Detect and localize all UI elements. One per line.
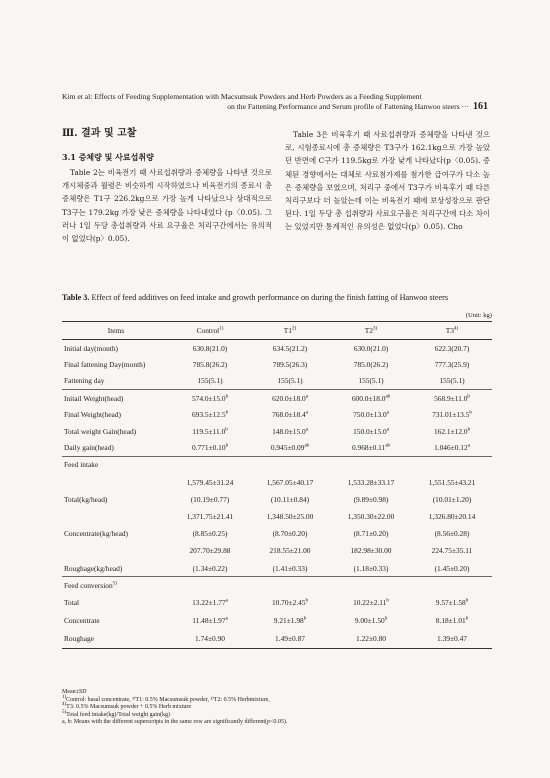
table-cell: 182.98±30.00 [350,546,392,556]
column-header [330,322,412,340]
table-cell: (1.34±0.22) [192,563,228,573]
column-header-text: T3 [445,326,455,335]
row-label: Fattening day [64,376,105,386]
table-label: Table 3. [62,293,90,302]
significance-superscript: ab [385,443,391,449]
column-header-footnote-mark: 3) [373,326,378,332]
table-row [62,560,492,577]
row-label: Initial day(month) [64,343,118,353]
row-label: Roughage [62,630,170,649]
running-head-line2 [62,102,488,112]
table-cell: 1,350.30±22.00 [347,512,395,522]
table-cell: 162.1±12.0$^b$ [433,426,471,436]
table-cell [412,577,492,594]
row-label [62,542,170,560]
significance-superscript: b [386,598,389,604]
column-header-text: T2 [364,326,374,335]
row-label-footnote-mark: 5) [112,581,117,587]
table-row [62,407,492,423]
table-cell: 13.22±1.77$^a$ [192,598,228,608]
footnote-mark: 5) [62,709,67,715]
table-cell: (1.45±0.20) [434,563,470,573]
table-row [62,340,492,357]
table-row [62,456,492,473]
table-cell [250,577,330,594]
row-label: Concentrate(kg/head) [64,529,129,539]
significance-superscript: b [225,410,229,416]
table-cell: 1.39±0.47 [412,630,492,649]
significance-superscript: b [303,616,307,622]
table-cell: (9.89±0.98) [353,494,389,504]
table-cell: 777.3(25.9) [434,360,470,370]
row-label: Concentrate [64,616,100,626]
section-title: Ⅲ. 결과 및 고찰 [62,128,137,139]
significance-superscript: ab [304,443,310,449]
table-cell: 1,348.50±25.00 [266,512,314,522]
table-cell: 155(5.1) [197,376,223,386]
table-cell: (1.18±0.33) [353,563,389,573]
footnote-mark: 4) [62,702,67,708]
significance-superscript: ab [385,394,391,400]
footnote: $^{5)}$Total feed intake(kg)/Total weight gain(kg) [62,709,170,718]
table-cell: 1,551.55±43.21 [428,477,476,487]
significance-superscript: b [225,427,228,433]
page-number: 161 [473,101,488,112]
data-table [62,321,492,649]
table-cell [330,577,412,594]
table-row [62,439,492,456]
table-cell: 568.9±11.0$^b$ [412,390,492,407]
row-label: Feed intake [62,456,170,473]
table-cell: 218.55±21.00 [269,546,311,556]
significance-superscript: a [305,394,308,400]
column-header [62,322,170,340]
table-cell: 1.22±0.80 [330,630,412,649]
table-cell: 207.70±29.88 [189,546,231,556]
table-cell: 789.5(26.3) [272,360,308,370]
significance-superscript: a [225,616,228,622]
table-cell [170,456,250,473]
left-paragraph: Table 2는 비육전기 때 사료섭취량과 증체량을 나타낸 것으로 개시체중과 월령은 비슷하게 시작하였으나 비육전기의 종료시 총 증체량은 T1구 226.2kg으로 가장 높게 나타났으나 상대적으로 T3구는 179.2kg 가장 낮은 증체량을 나타내었다 (p〈0.05). 그러나 1일 두당 총섭취량과 사료 요구율은 처리구간에서는 유의적이 없었다(p〉0.05). [62,168,272,244]
table-cell: (8.85±0.25) [192,529,228,539]
running-head-line1: Kim et al: Effects of Feeding Supplementation with Macsumsuk Powders and Herb Powders as a Feeding Supplement [62,92,422,101]
significance-superscript: b [384,616,388,622]
table-cell: (10.01±1.20) [432,494,472,504]
table-cell: 630.8(21.0) [192,343,228,353]
subsection-title: 3.1 증체량 및 사료섭취량 [62,152,154,162]
table-row [62,473,492,491]
table-cell: 1.046±0.12$^a$ [434,443,470,453]
footnote-mark: 1) [62,694,67,700]
table-cell: 9.57±1.58$^b$ [435,598,469,608]
table-cell: 155(5.1) [277,376,303,386]
table-row [62,373,492,390]
significance-superscript: a [305,410,308,416]
table-cell: (8.56±0.28) [434,529,470,539]
table-cell: 0.771±0.10$^b$ [191,443,229,453]
table-cell: 622.3(20.7) [434,343,470,353]
significance-superscript: b [305,598,309,604]
significance-superscript: a [305,427,308,433]
table-row [62,577,492,594]
table-caption-text: Effect of feed additives on feed intake and growth performance on during the finish fatting of Hanwoo steers [91,293,449,302]
row-label: Roughage(kg/head) [64,563,123,573]
table-cell: 1,533.28±33.17 [347,477,395,487]
significance-superscript: a [386,427,389,433]
row-label: Total weight Gain(head) [64,426,137,436]
table-cell: 785.8(26.2) [192,360,228,370]
row-label: Feed conversion$^{5)}$ [62,577,170,594]
table-cell: 731.01±13.5$^b$ [432,410,472,420]
table-row [62,612,492,630]
footnote: $^{4)}$T3: 0.5% Macsumsuk powder + 0.5% Herb mixture [62,702,192,711]
table-cell [170,577,250,594]
significance-superscript: b [465,616,469,622]
table-row [62,508,492,526]
table-cell: 155(5.1) [358,376,384,386]
table-row [62,423,492,439]
table-cell: 119.5±11.0$^b$ [192,426,228,436]
significance-superscript: a [386,410,389,416]
footnote: a, b: Means with the different superscripts in the same row are significantly different(p<0.05). [62,719,288,726]
table-cell: 750.0±13.0$^a$ [353,410,389,420]
table-body [62,340,492,649]
table-cell: 600.0±18.0$^{ab}$ [330,390,412,407]
significance-superscript: b [465,598,469,604]
row-label: Final Weight(head) [64,410,121,420]
significance-superscript: b [469,410,472,416]
table-cell: 1,579.45±31.24 [186,477,234,487]
row-label [62,473,170,491]
table-cell: 148.0±15.0$^a$ [272,426,308,436]
table-cell: 8.18±1.01$^b$ [435,616,469,626]
row-label: Daily gain(head) [64,443,114,453]
table-cell: 1.74±0.90 [170,630,250,649]
table-cell: 1,371.75±21.41 [186,512,234,522]
table-cell: 785.0(26.2) [353,360,389,370]
table-row [62,542,492,560]
table-cell: (8.70±0.20) [272,529,308,539]
column-header [170,322,250,340]
significance-superscript: b [225,443,229,449]
column-header [250,322,330,340]
table-cell: 10.22±2.11$^b$ [353,598,389,608]
table-row [62,630,492,649]
table-cell: 9.00±1.50$^b$ [354,616,388,626]
column-header-text: Items [107,326,125,335]
column-header [412,322,492,340]
left-column [62,128,272,245]
running-head-title: on the Fattening Performance and Serum profile of Fattening Hanwoo steers ··· [227,102,470,111]
table-cell: 634.5(21.2) [272,343,308,353]
significance-superscript: a [225,598,228,604]
table-cell: 768.0±18.4$^a$ [272,410,308,420]
table-cell: 224.75±35.11 [431,546,473,556]
column-header-footnote-mark: 2) [292,326,297,332]
table-cell: (10.11±0.84) [270,494,310,504]
table-cell [412,456,492,473]
table-footnotes [62,689,492,727]
table-cell: 9.21±1.98$^b$ [273,616,307,626]
row-label: Total [64,598,80,608]
table-unit: (Unit: kg) [465,312,492,319]
right-paragraph: Table 3은 비육후기 때 사료섭취량과 증체량을 나타낸 것으로, 시험종료시에 총 증체량은 T3구가 162.1kg으로 가장 높았던 반면에 C구가 119.5kg로 가장 낮게 나타났다(p〈0.05). 증체된 경향에서는 대체로 사료첨가제를 첨가한 급여구가 다소 높은 증체량을 보였으며, 처리구 중에서 T3구가 비육후기 때 다른 처리구보다 더 높았는데 이는 비육전기 때에 보상성장으로 판단된다. 1일 두당 총 섭취량과 사료요구율은 처리구간에 다소 차이는 있었지만 통계적인 유의성은 없었다(p〉0.05). Cho [285,130,490,232]
significance-superscript: b [225,394,229,400]
table-cell: 630.0(21.0) [353,343,389,353]
table-cell: 574.0±15.0$^b$ [170,390,250,407]
row-label: Initail Weight(head) [62,390,170,407]
table-header-row [62,322,492,340]
table-cell: 1,326.80±20.14 [428,512,476,522]
running-head [62,92,488,112]
table-cell: 10.70±2.45$^b$ [271,598,309,608]
table-caption [62,292,492,303]
column-header-text: Control [196,326,220,335]
table-cell: (1.41±0.33) [272,563,308,573]
significance-superscript: a [467,443,470,449]
significance-superscript: b [467,394,470,400]
table-cell: 620.0±18.0$^a$ [250,390,330,407]
footnote: Mean±SD [62,689,87,695]
table-cell: 11.48±1.97$^a$ [192,616,228,626]
table-cell: (8.71±0.20) [353,529,389,539]
table-row [62,491,492,507]
table-cell: 150.0±15.0$^a$ [353,426,389,436]
right-column [285,128,490,234]
table-row [62,594,492,612]
table-cell: 1.49±0.87 [250,630,330,649]
table-cell: (10.19±0.77) [190,494,230,504]
footnote: $^{1)}$Control: basal concentrate, ²⁾T1: 0.5% Macsumsuk powder, ³⁾T2: 0.5% Herbmixture, [62,694,270,703]
table-cell: 155(5.1) [439,376,465,386]
table-cell: 0.968±0.11$^{ab}$ [351,443,391,453]
table-cell: 1,567.05±40.17 [266,477,314,487]
significance-superscript: b [467,427,471,433]
column-header-footnote-mark: 4) [454,326,459,332]
table-cell: 693.5±12.5$^b$ [191,410,229,420]
row-label: Total(kg/head) [64,494,108,504]
column-header-text: T1 [283,326,293,335]
table-cell [330,456,412,473]
table-row [62,356,492,372]
table-cell [250,456,330,473]
row-label [62,508,170,526]
row-label: Final fattening Day(month) [64,360,146,370]
column-header-footnote-mark: 1) [219,326,224,332]
table-cell: 0.945±0.09$^{ab}$ [270,443,310,453]
table-row [62,526,492,542]
table-row [62,390,492,407]
